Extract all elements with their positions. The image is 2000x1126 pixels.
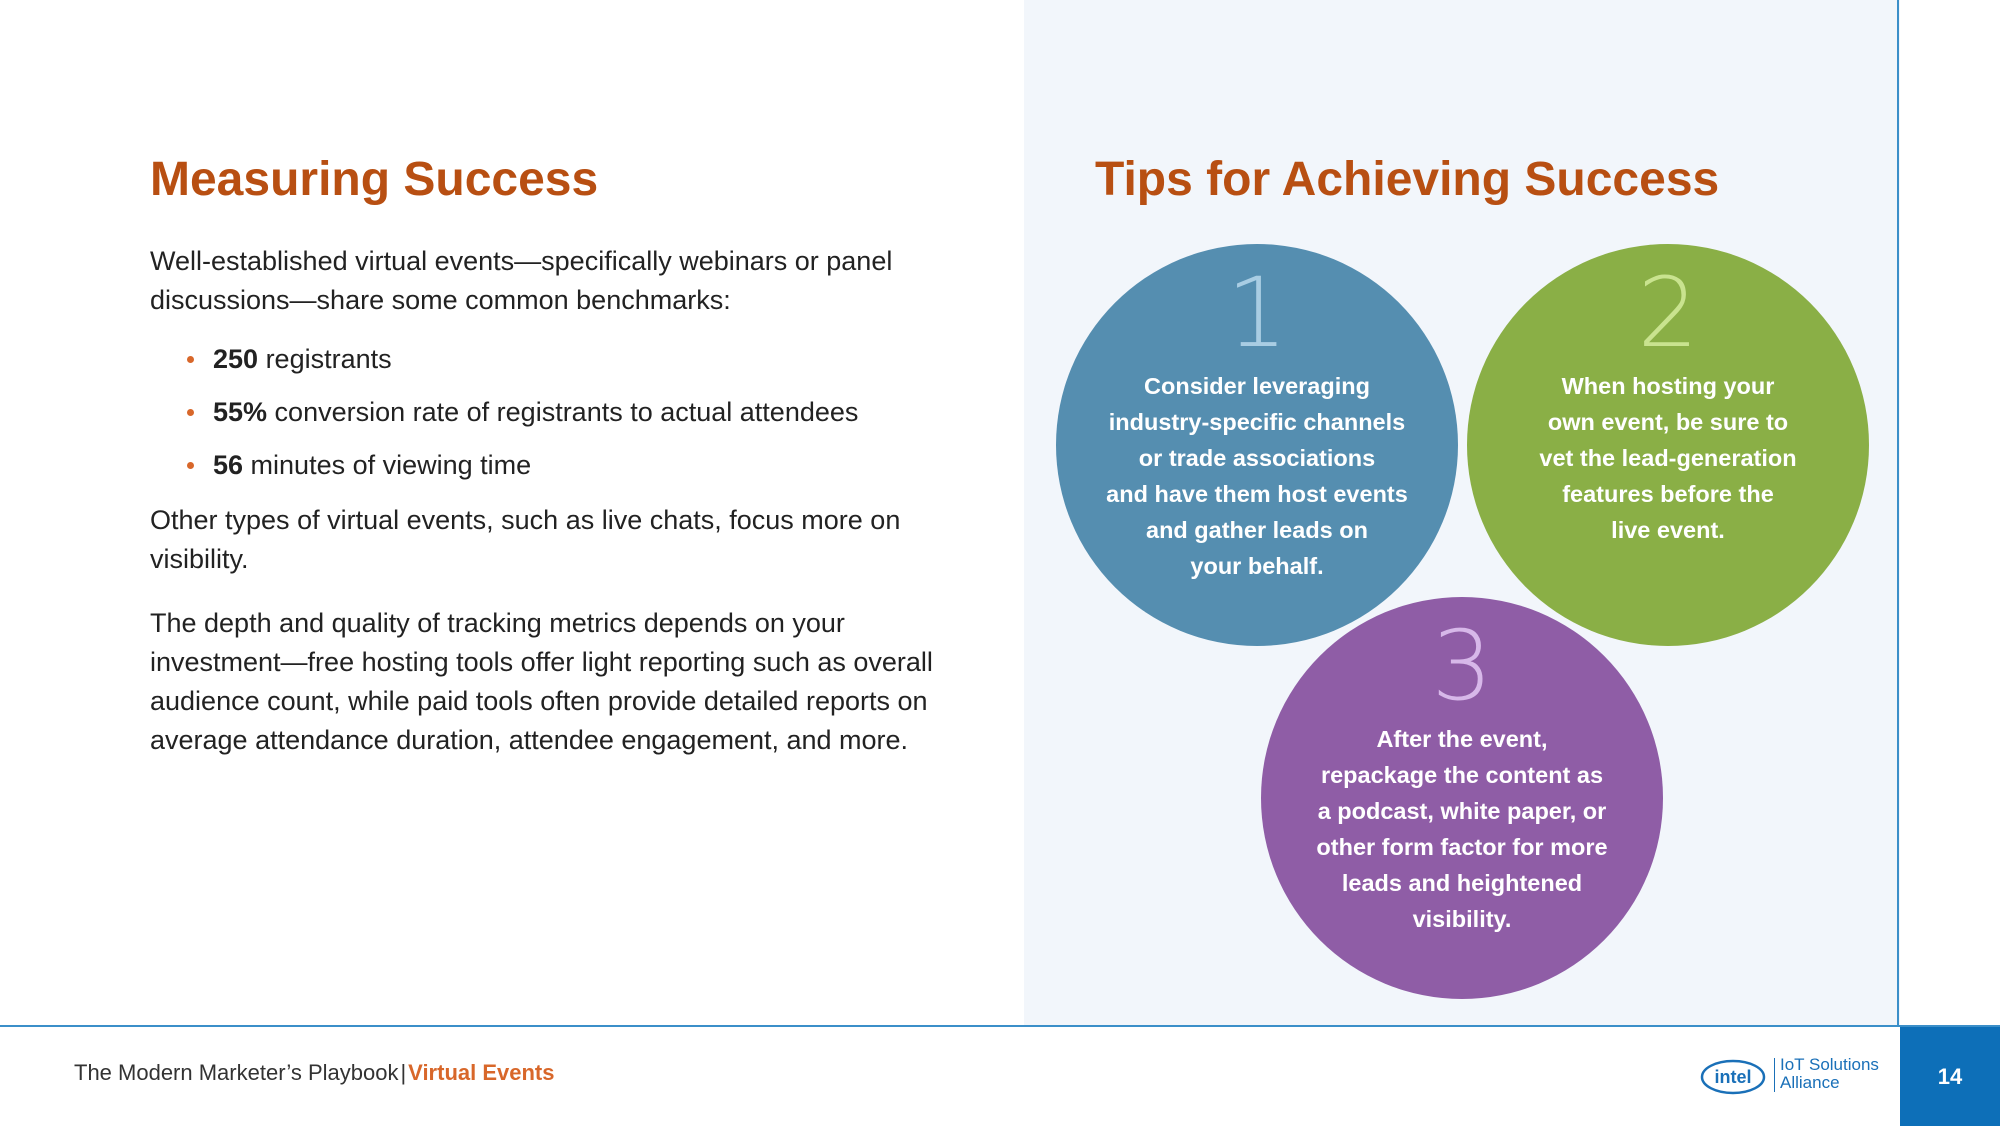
right-divider-line	[1897, 0, 1899, 1025]
logo-text: IoT Solutions Alliance	[1780, 1055, 1879, 1092]
benchmark-list	[187, 340, 950, 485]
bullet-dot-icon	[187, 409, 194, 416]
footer-divider-line	[0, 1025, 2000, 1027]
footer-title	[74, 1058, 555, 1088]
tips-heading: Tips for Achieving Success	[1095, 153, 1720, 206]
bullet-dot-icon	[187, 462, 194, 469]
benchmark-value: 56	[213, 450, 244, 480]
tip-circle-2	[1467, 244, 1869, 646]
tip-circle-3	[1261, 597, 1663, 999]
tracking-metrics-paragraph: The depth and quality of tracking metrics depends on your investment—free hosting tools offer light reporting such as overall audience count, while paid tools often provide detailed reports on average attendance duration, attendee engagement, and more.	[150, 608, 933, 755]
page-number: 14	[1900, 1027, 2000, 1126]
intro-paragraph: Well-established virtual events—specifically webinars or panel discussions—share some common benchmarks:	[150, 246, 893, 315]
svg-text:intel: intel	[1714, 1067, 1752, 1087]
visibility-paragraph: Other types of virtual events, such as live chats, focus more on visibility.	[150, 505, 901, 574]
measuring-success-section	[150, 150, 950, 760]
benchmark-value: 55%	[213, 397, 268, 427]
bullet-dot-icon	[187, 356, 194, 363]
footer-separator: |	[400, 1060, 407, 1085]
playbook-title: The Modern Marketer’s Playbook	[74, 1060, 399, 1085]
benchmark-text: minutes of viewing time	[243, 450, 532, 480]
benchmark-text: conversion rate of registrants to actual attendees	[267, 397, 859, 427]
list-item	[187, 393, 950, 432]
tip-number: 1	[1226, 257, 1288, 369]
tip-text: When hosting your own event, be sure to vet the lead-generation features before the live event.	[1539, 373, 1797, 543]
logo-divider	[1774, 1058, 1775, 1092]
list-item	[187, 446, 950, 485]
tip-text: Consider leveraging industry-specific channels or trade associations and have them host events and gather leads on your behalf.	[1106, 373, 1408, 579]
section-heading: Measuring Success	[150, 153, 599, 206]
intel-logo-icon	[1700, 1056, 1766, 1096]
intel-iot-logo	[1700, 1054, 1890, 1098]
benchmark-text: registrants	[258, 344, 392, 374]
tip-number: 2	[1637, 257, 1699, 369]
section-name: Virtual Events	[408, 1060, 555, 1085]
list-item	[187, 340, 950, 379]
tip-number: 3	[1431, 610, 1493, 722]
tip-text: After the event, repackage the content as a podcast, white paper, or other form factor for more leads and heightened visibility.	[1316, 726, 1608, 932]
tip-circle-1	[1056, 244, 1458, 646]
benchmark-value: 250	[213, 344, 259, 374]
